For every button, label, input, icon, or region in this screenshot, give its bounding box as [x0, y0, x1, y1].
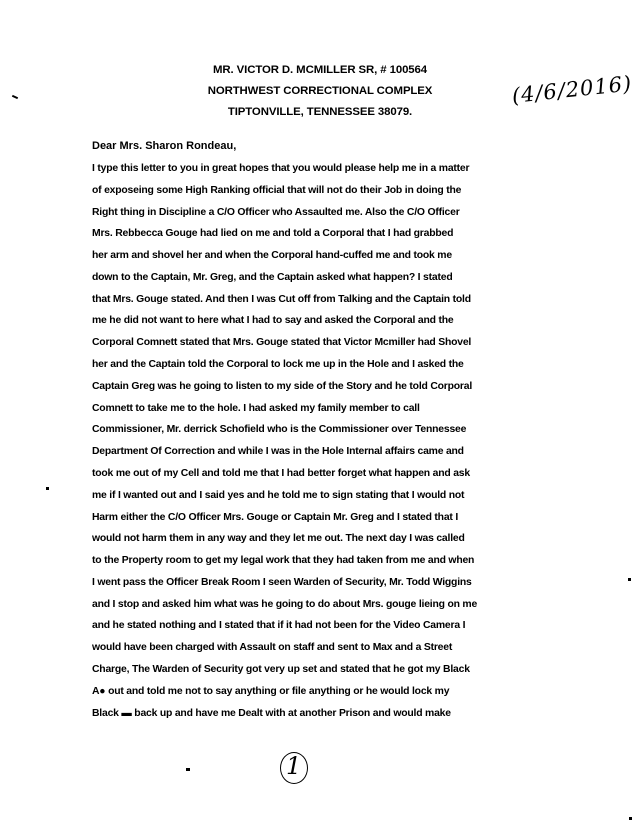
- letter-body: [92, 158, 532, 724]
- scan-speck: [46, 487, 49, 490]
- scan-speck: [186, 768, 190, 771]
- handwritten-date: (4/6/2016): [510, 71, 634, 108]
- sender-city: TIPTONVILLE, TENNESSEE 38079.: [227, 106, 413, 118]
- letter-body-line: Harm either the C/O Officer Mrs. Gouge or Captain Mr. Greg and I stated that I: [92, 511, 459, 523]
- letter-body-line: and he stated nothing and I stated that if it had not been for the Video Camera I: [92, 620, 466, 632]
- letter-body-line: and I stop and asked him what was he going to do about Mrs. gouge lieing on me: [92, 598, 478, 610]
- letter-body-line: to the Property room to get my legal work that they had taken from me and when: [92, 555, 475, 567]
- letter-body-line: Commissioner, Mr. derrick Schofield who is the Commissioner over Tennessee: [92, 424, 467, 436]
- letter-body-line: would not harm them in any way and they let me out. The next day I was called: [92, 533, 465, 545]
- sender-facility: NORTHWEST CORRECTIONAL COMPLEX: [207, 85, 433, 97]
- letter-body-line: me if I wanted out and I said yes and he told me to sign stating that I would not: [92, 489, 465, 501]
- letter-body-line: me he did not want to here what I had to say and asked the Corporal and the: [92, 315, 454, 327]
- letter-body-line: Charge, The Warden of Security got very up set and stated that he got my Black: [92, 663, 470, 675]
- scan-speck: [628, 578, 631, 581]
- letter-greeting: Dear Mrs. Sharon Rondeau,: [92, 140, 237, 152]
- letter-body-line: Department Of Correction and while I was in the Hole Internal affairs came and: [92, 446, 464, 458]
- sender-name: MR. VICTOR D. MCMILLER SR, # 100564: [212, 64, 428, 76]
- letter-body-line: her arm and shovel her and when the Corporal hand-cuffed me and took me: [92, 250, 452, 262]
- letter-body-line: I type this letter to you in great hopes that you would please help me in a matter: [92, 163, 470, 174]
- letter-body-line: down to the Captain, Mr. Greg, and the Captain asked what happen? I stated: [92, 271, 453, 283]
- sender-address-block: [150, 60, 490, 123]
- letter-body-line: A● out and told me not to say anything or file anything or he would lock my: [92, 685, 450, 697]
- handwritten-page-number: 1: [286, 752, 302, 780]
- scan-speck: [12, 95, 18, 99]
- letter-body-line: of exposeing some High Ranking official that will not do their Job in doing the: [92, 184, 462, 196]
- letter-body-line: her and the Captain told the Corporal to lock me up in the Hole and I asked the: [92, 359, 464, 371]
- letter-body-line: Corporal Comnett stated that Mrs. Gouge stated that Victor Mcmiller had Shovel: [92, 337, 472, 349]
- letter-body-line: Comnett to take me to the hole. I had asked my family member to call: [92, 402, 420, 414]
- letter-body-line: Right thing in Discipline a C/O Officer who Assaulted me. Also the C/O Officer: [92, 206, 460, 218]
- letter-body-line: took me out of my Cell and told me that I had better forget what happen and ask: [92, 467, 470, 479]
- letter-body-line: that Mrs. Gouge stated. And then I was Cut off from Talking and the Captain told: [92, 293, 471, 305]
- letter-body-line: Captain Greg was he going to listen to my side of the Story and he told Corporal: [92, 380, 473, 392]
- letter-body-line: would have been charged with Assault on staff and sent to Max and a Street: [92, 642, 453, 654]
- letter-body-line: Mrs. Rebbecca Gouge had lied on me and told a Corporal that I had grabbed: [92, 228, 454, 240]
- letter-body-line: Black ▬ back up and have me Dealt with at another Prison and would make: [92, 707, 451, 719]
- scan-speck: [629, 817, 632, 820]
- letter-body-line: I went pass the Officer Break Room I seen Warden of Security, Mr. Todd Wiggins: [92, 576, 472, 588]
